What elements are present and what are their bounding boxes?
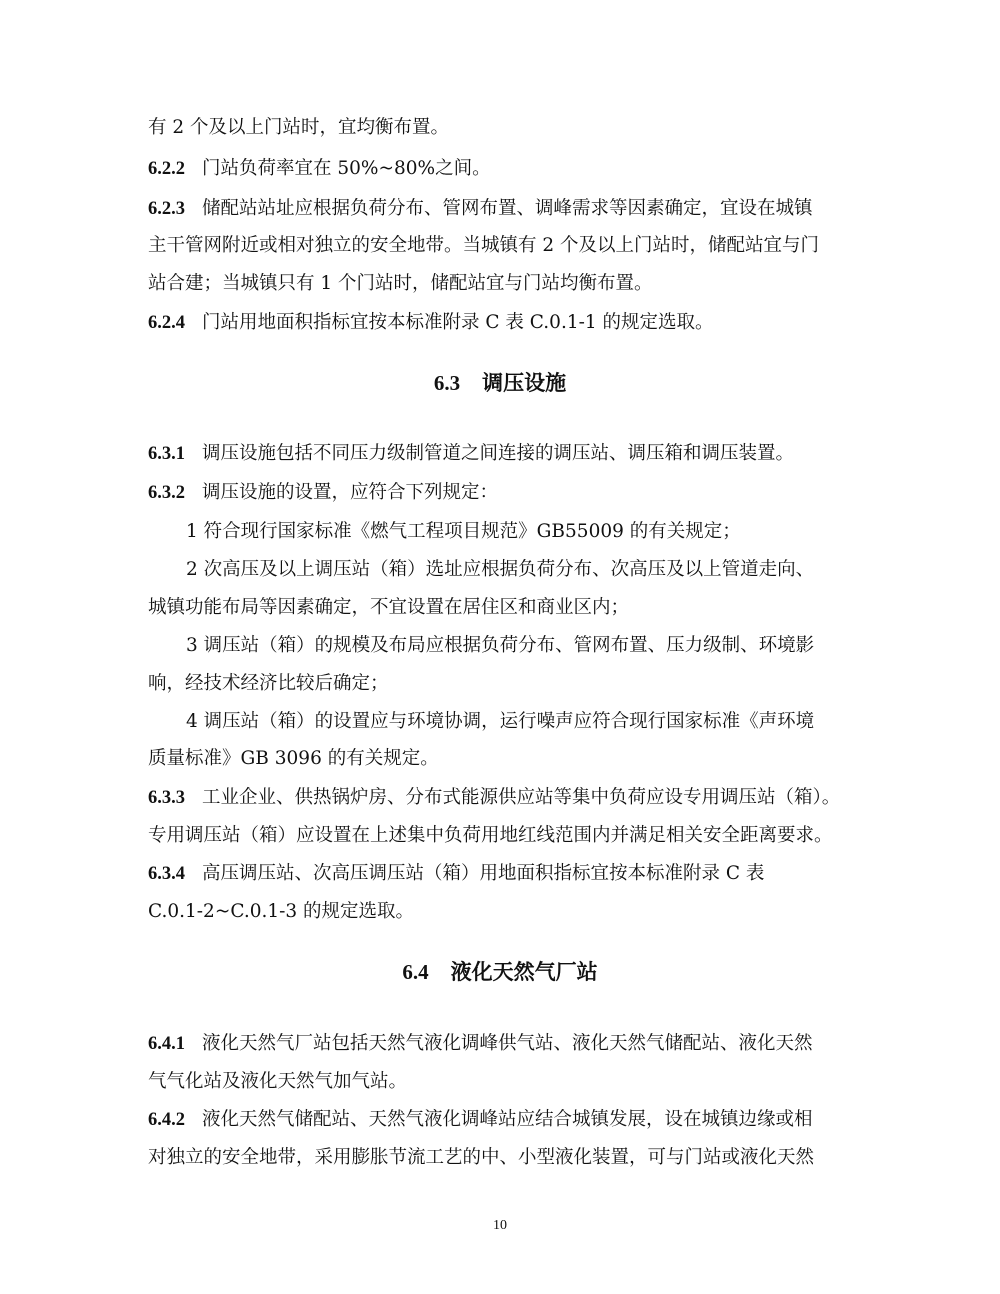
text-line bbox=[148, 1069, 868, 1095]
text-line bbox=[148, 746, 868, 772]
clause-6-3-3 bbox=[148, 785, 868, 811]
text-line bbox=[148, 1145, 868, 1171]
section-heading-6-4 bbox=[0, 958, 1000, 986]
clause-number: 6.4.2 bbox=[148, 1110, 185, 1130]
clause-text: 液化天然气储配站、天然气液化调峰站应结合城镇发展，设在城镇边缘或相 bbox=[202, 1109, 813, 1130]
list-item bbox=[186, 633, 906, 659]
section-heading-6-3 bbox=[0, 369, 1000, 397]
text: 质量标准》GB 3096 的有关规定。 bbox=[148, 748, 439, 769]
text-line bbox=[148, 671, 868, 697]
page-number: 10 bbox=[493, 1218, 507, 1233]
clause-number: 6.3.1 bbox=[148, 444, 185, 464]
clause-6-3-1 bbox=[148, 441, 868, 467]
text: 响，经技术经济比较后确定； bbox=[148, 673, 389, 694]
clause-text: 门站用地面积指标宜按本标准附录 C 表 C.0.1-1 的规定选取。 bbox=[202, 312, 714, 333]
clause-text: 门站负荷率宜在 50%~80%之间。 bbox=[202, 158, 491, 179]
list-item bbox=[186, 709, 906, 735]
text: C.0.1-2~C.0.1-3 的规定选取。 bbox=[148, 901, 415, 922]
text: 城镇功能布局等因素确定，不宜设置在居住区和商业区内； bbox=[148, 597, 630, 618]
clause-number: 6.3.4 bbox=[148, 864, 185, 884]
clause-text: 储配站站址应根据负荷分布、管网布置、调峰需求等因素确定，宜设在城镇 bbox=[202, 198, 813, 219]
clause-6-3-2 bbox=[148, 480, 868, 506]
text: 主干管网附近或相对独立的安全地带。当城镇有 2 个及以上门站时，储配站宜与门 bbox=[148, 235, 820, 256]
section-title: 调压设施 bbox=[482, 371, 567, 395]
text: 站合建；当城镇只有 1 个门站时，储配站宜与门站均衡布置。 bbox=[148, 273, 653, 294]
section-number: 6.3 bbox=[433, 371, 461, 395]
text-line bbox=[148, 899, 868, 925]
text: 3 调压站（箱）的规模及布局应根据负荷分布、管网布置、压力级制、环境影 bbox=[186, 635, 815, 656]
clause-6-2-2 bbox=[148, 156, 868, 182]
text-line bbox=[148, 271, 868, 297]
text: 4 调压站（箱）的设置应与环境协调，运行噪声应符合现行国家标准《声环境 bbox=[186, 711, 815, 732]
clause-text: 调压设施包括不同压力级制管道之间连接的调压站、调压箱和调压装置。 bbox=[202, 443, 795, 464]
clause-number: 6.2.3 bbox=[148, 199, 185, 219]
section-number: 6.4 bbox=[402, 960, 429, 984]
clause-text: 高压调压站、次高压调压站（箱）用地面积指标宜按本标准附录 C 表 bbox=[202, 863, 765, 884]
list-item bbox=[186, 519, 906, 545]
clause-6-2-4 bbox=[148, 310, 868, 336]
clause-6-4-1 bbox=[148, 1031, 868, 1057]
clause-number: 6.2.2 bbox=[148, 159, 185, 179]
clause-6-2-3 bbox=[148, 196, 868, 222]
clause-number: 6.4.1 bbox=[148, 1034, 185, 1054]
text-line bbox=[148, 233, 868, 259]
section-title: 液化天然气厂站 bbox=[450, 960, 598, 984]
text: 1 符合现行国家标准《燃气工程项目规范》GB55009 的有关规定； bbox=[186, 521, 741, 542]
clause-text: 工业企业、供热锅炉房、分布式能源供应站等集中负荷应设专用调压站（箱）。 bbox=[202, 787, 841, 808]
text: 专用调压站（箱）应设置在上述集中负荷用地红线范围内并满足相关安全距离要求。 bbox=[148, 825, 833, 846]
clause-number: 6.2.4 bbox=[148, 313, 185, 333]
clause-6-3-4 bbox=[148, 861, 868, 887]
text-line bbox=[148, 595, 868, 621]
clause-6-4-2 bbox=[148, 1107, 868, 1133]
text-line bbox=[148, 823, 868, 849]
clause-number: 6.3.3 bbox=[148, 788, 185, 808]
clause-text: 调压设施的设置，应符合下列规定： bbox=[202, 482, 499, 503]
text: 气气化站及液化天然气加气站。 bbox=[148, 1071, 408, 1092]
text: 2 次高压及以上调压站（箱）选址应根据负荷分布、次高压及以上管道走向、 bbox=[186, 559, 815, 580]
text: 对独立的安全地带，采用膨胀节流工艺的中、小型液化装置，可与门站或液化天然 bbox=[148, 1147, 815, 1168]
text: 有 2 个及以上门站时，宜均衡布置。 bbox=[148, 117, 450, 138]
clause-text: 液化天然气厂站包括天然气液化调峰供气站、液化天然气储配站、液化天然 bbox=[202, 1033, 813, 1054]
list-item bbox=[186, 557, 906, 583]
clause-number: 6.3.2 bbox=[148, 483, 185, 503]
text-line bbox=[148, 115, 868, 141]
